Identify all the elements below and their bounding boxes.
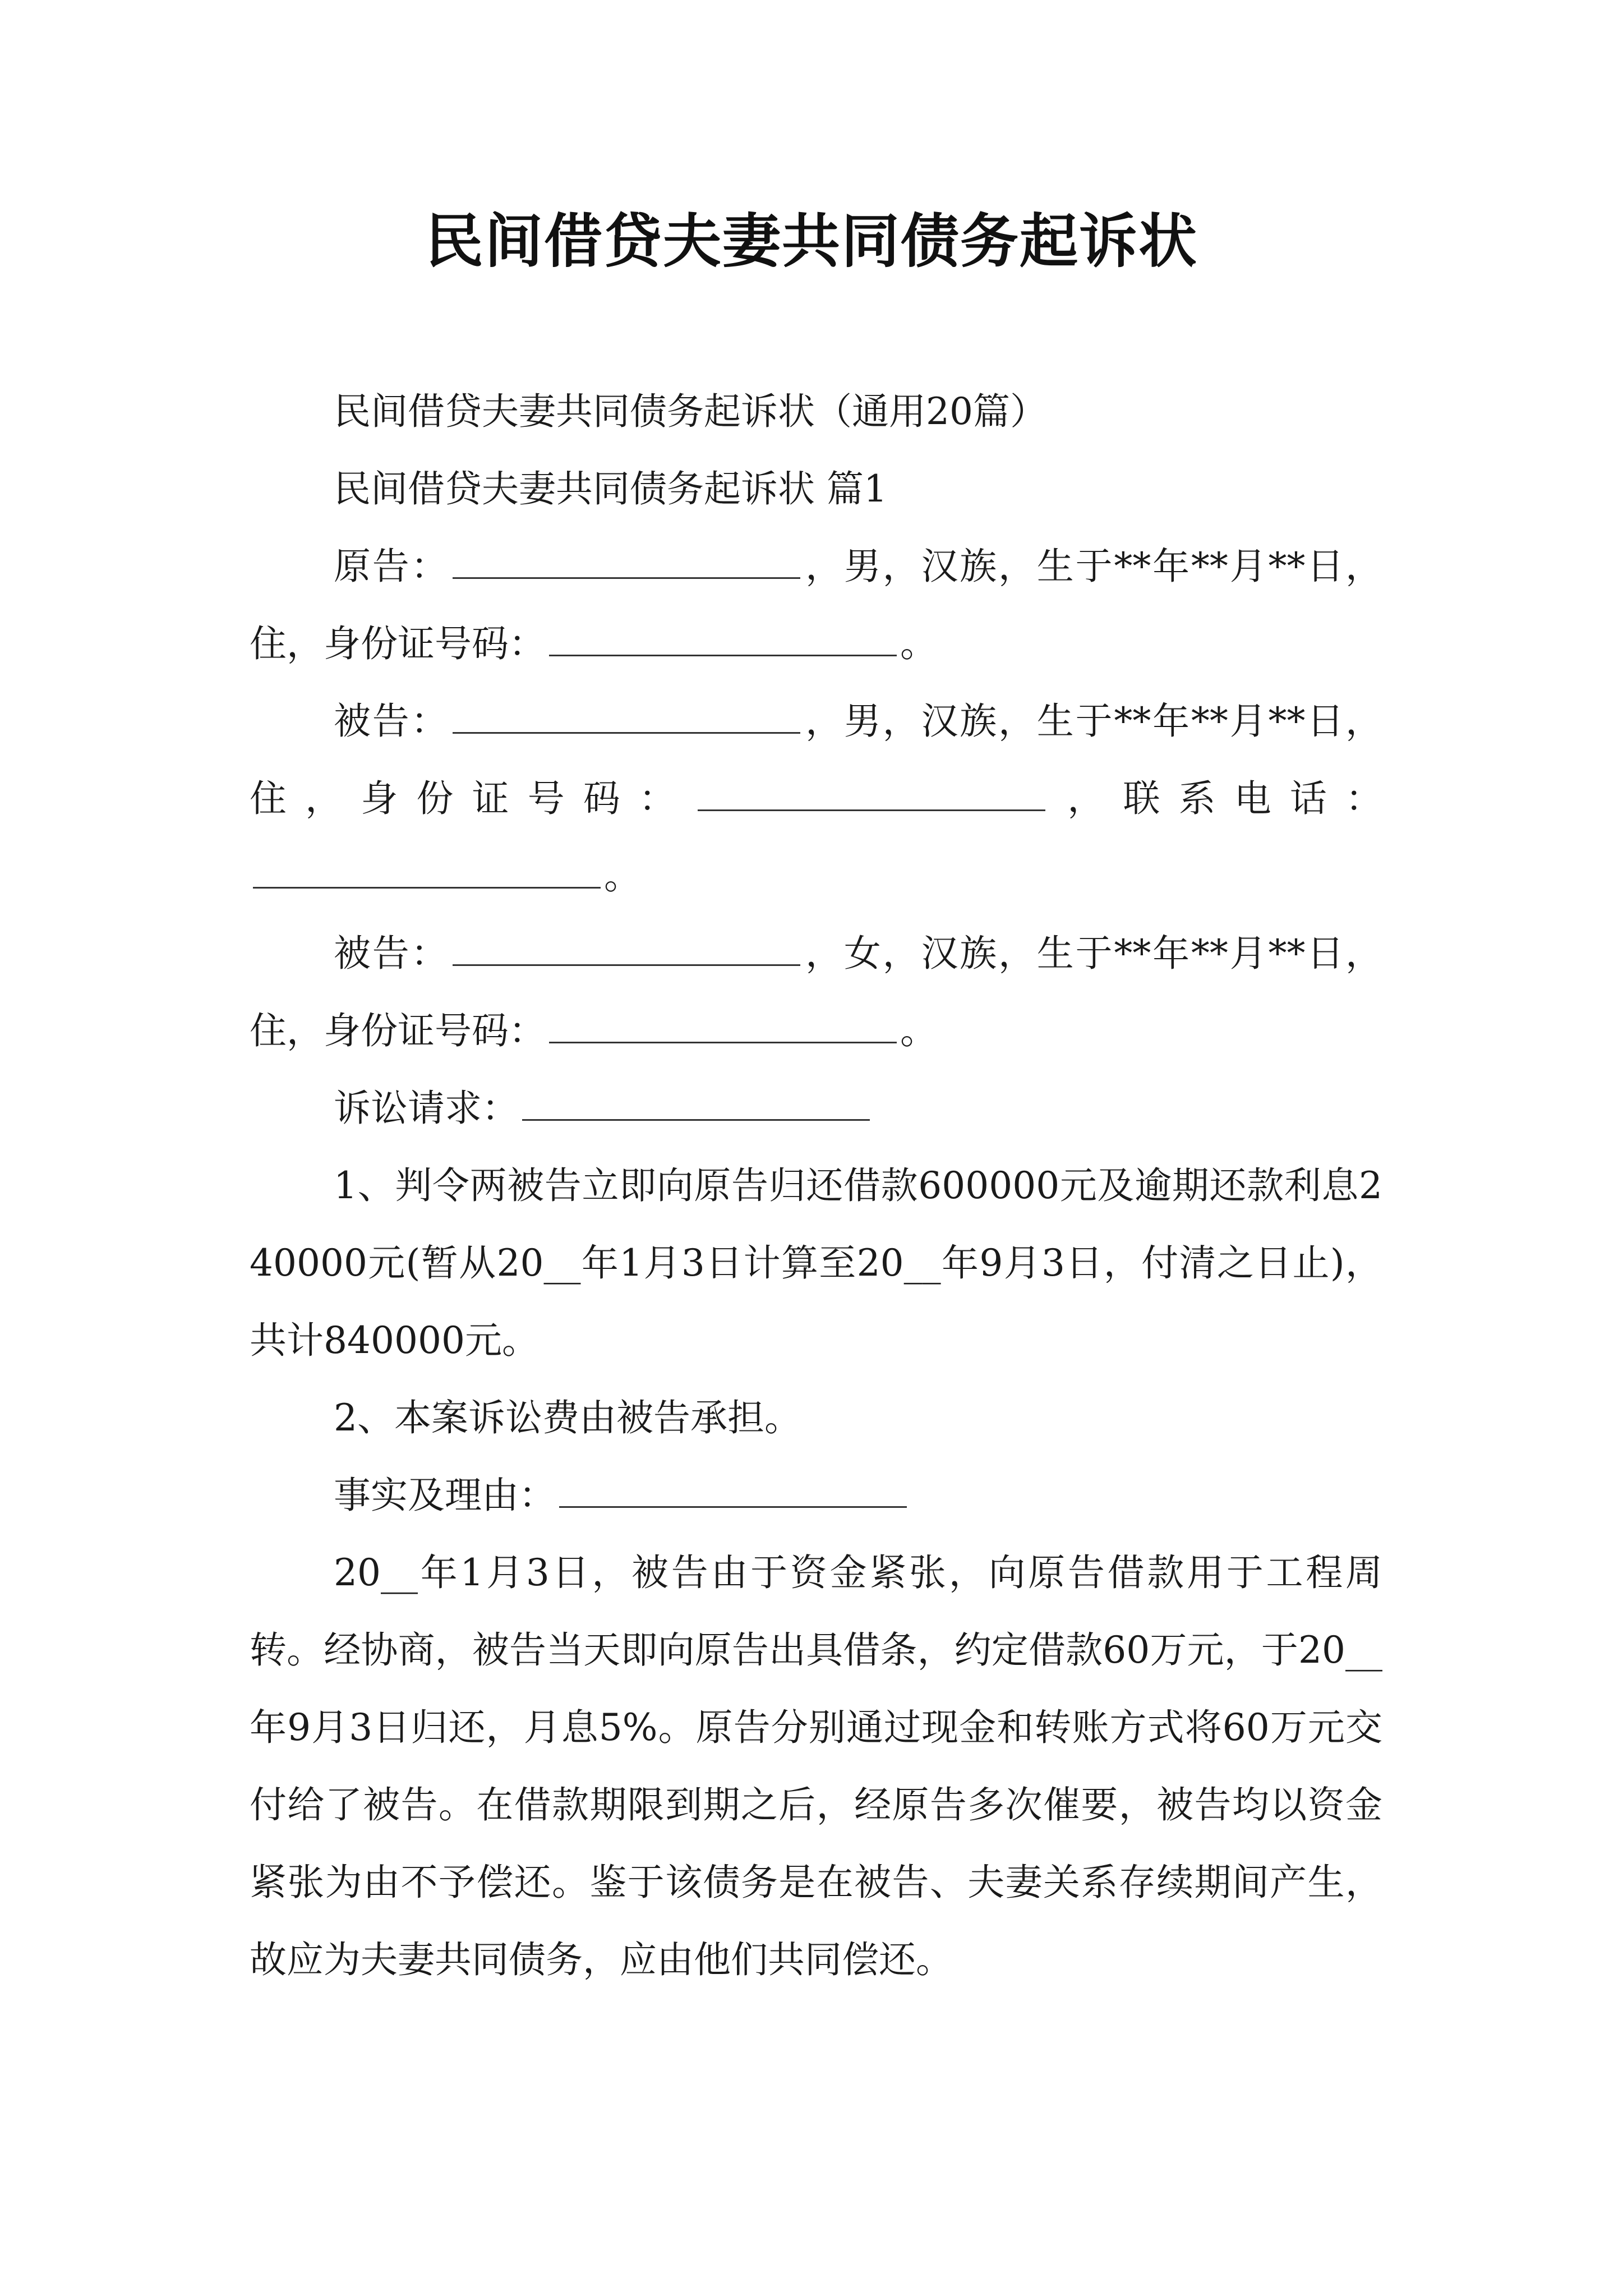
defendant1-phone-label: ，联系电话： <box>1049 777 1383 820</box>
claim-2-text: 2、本案诉讼费由被告承担。 <box>334 1396 801 1439</box>
claims-label: 诉讼请求： <box>334 1087 519 1130</box>
defendant1-name-blank <box>453 693 800 734</box>
defendant2-id-blank <box>549 1002 897 1043</box>
plaintiff-name-blank <box>453 538 800 579</box>
section-heading <box>250 450 1382 528</box>
defendant2-paragraph <box>250 915 1382 1070</box>
plaintiff-label: 原告： <box>334 545 450 588</box>
defendant1-details: ，男，汉族，生于**年**月**日，住，身份证号码： <box>250 700 1383 820</box>
claim-1 <box>250 1147 1382 1379</box>
defendant2-label: 被告： <box>334 932 450 975</box>
claims-blank <box>522 1080 870 1121</box>
plaintiff-paragraph <box>250 528 1382 683</box>
claims-heading <box>250 1070 1382 1147</box>
facts-text: 20__年1月3日，被告由于资金紧张，向原告借款用于工程周转。经协商，被告当天即向原告出具借条，约定借款60万元，于20__年9月3日归还，月息5%。原告分别通过现金和转账方式将60万元交付给了被告。在借款期限到期之后，经原告多次催要，被告均以资金紧张为由不予偿还。鉴于该债务是在被告、夫妻关系存续期间产生，故应为夫妻共同债务，应由他们共同偿还。 <box>250 1551 1382 1981</box>
defendant1-phone-blank <box>253 848 601 889</box>
defendant1-paragraph <box>250 683 1382 915</box>
defendant1-id-blank <box>698 770 1045 811</box>
document-title: 民间借贷夫妻共同债务起诉状 <box>425 207 1198 275</box>
defendant1-label: 被告： <box>334 700 450 743</box>
facts-blank <box>559 1467 907 1508</box>
facts-heading <box>250 1457 1382 1534</box>
doc-subtitle <box>250 373 1382 450</box>
facts-paragraph <box>250 1534 1382 1999</box>
doc-subtitle-text: 民间借贷夫妻共同债务起诉状（通用20篇） <box>334 390 1047 433</box>
defendant2-end: 。 <box>900 1009 937 1052</box>
defendant2-details: ，女，汉族，生于**年**月**日，住，身份证号码： <box>250 932 1383 1052</box>
facts-label: 事实及理由： <box>334 1474 556 1517</box>
document-body <box>250 373 1382 1999</box>
claim-2 <box>250 1379 1382 1457</box>
plaintiff-end: 。 <box>900 622 937 665</box>
defendant1-end: 。 <box>604 854 641 898</box>
plaintiff-id-blank <box>549 615 897 656</box>
claim-1-text: 1、判令两被告立即向原告归还借款600000元及逾期还款利息240000元(暂从20__年1月3日计算至20__年9月3日，付清之日止)，共计840000元。 <box>250 1164 1382 1362</box>
defendant2-name-blank <box>453 925 800 966</box>
plaintiff-details: ，男，汉族，生于**年**月**日，住，身份证号码： <box>250 545 1383 665</box>
section-heading-text: 民间借贷夫妻共同债务起诉状 篇1 <box>334 467 887 510</box>
